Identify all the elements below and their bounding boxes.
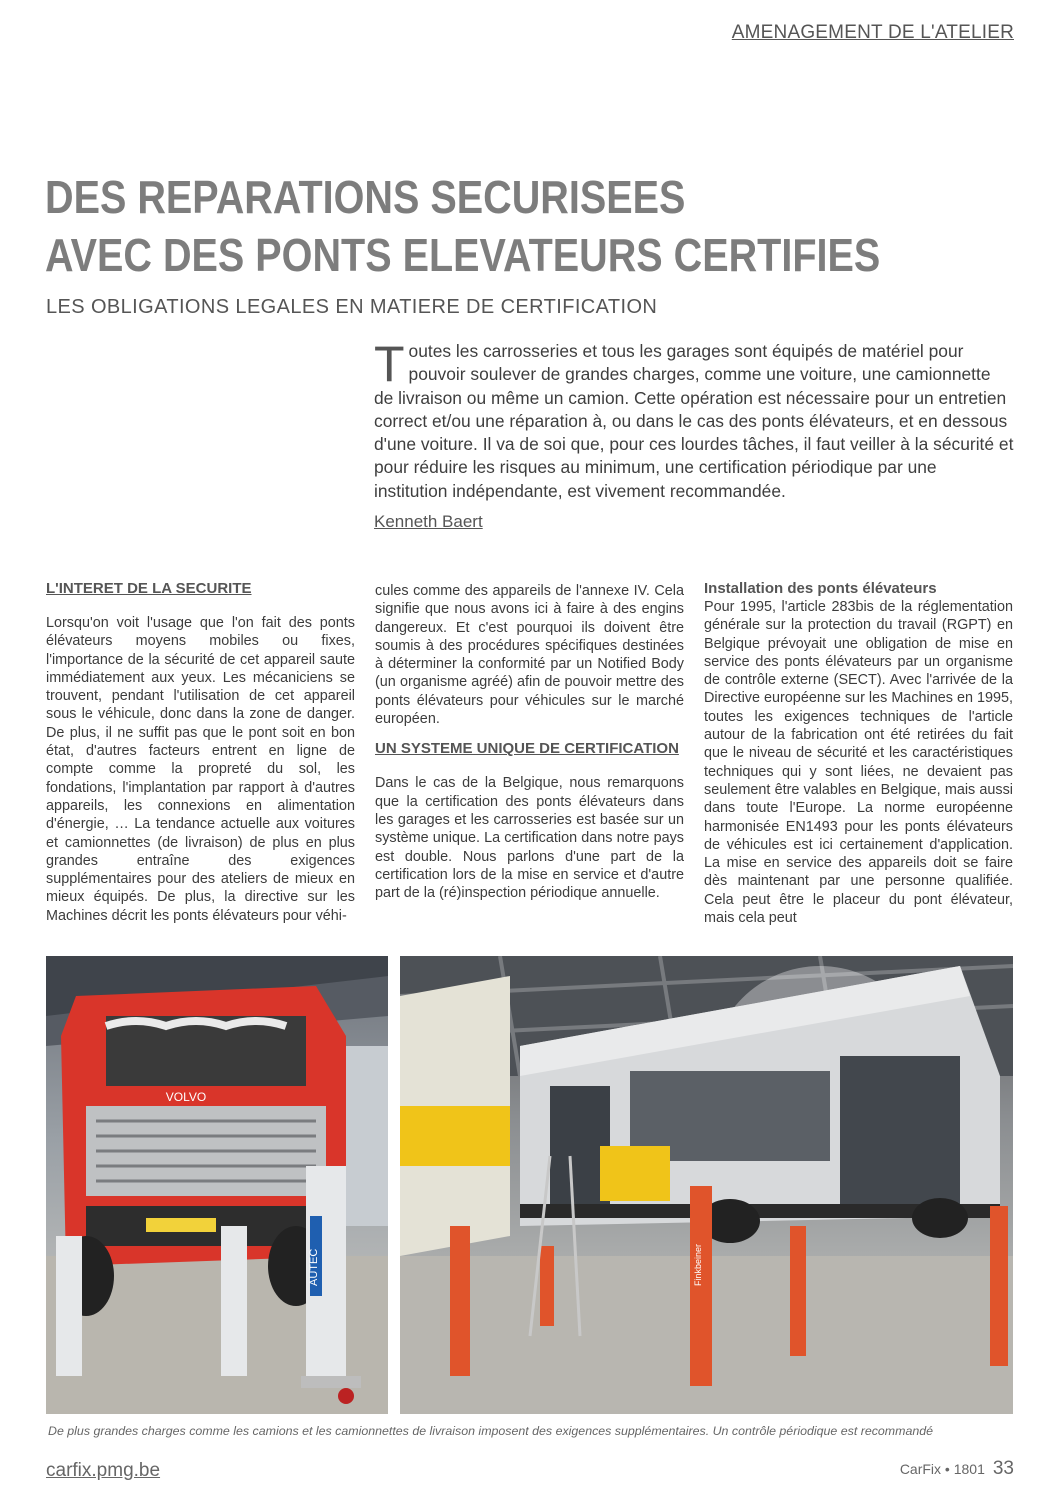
magazine-issue: CarFix • 1801 <box>899 1461 985 1477</box>
footer-website-link[interactable]: carfix.pmg.be <box>46 1460 161 1481</box>
page-number: 33 <box>992 1458 1014 1479</box>
author-link[interactable]: Kenneth Baert <box>374 512 483 531</box>
bus-illustration <box>400 956 1013 1414</box>
article-subtitle: LES OBLIGATIONS LEGALES EN MATIERE DE CERTIFICATION <box>46 296 658 318</box>
truck-illustration <box>46 956 388 1414</box>
title-line-1: DES REPARATIONS SECURISEES <box>45 171 686 223</box>
photo-caption: De plus grandes charges comme les camions et les camionnettes de livraison imposent des exigences supplémentaires. Un contrôle périodique est recommandé <box>48 1424 934 1438</box>
column-1-text: Lorsqu'on voit l'usage que l'on fait des ponts élévateurs moyens mobiles ou fixes, l'importance de la sécurité de cet appareil saute immédiatement aux yeux. Les mécaniciens se trouvent, pendant l'utilisation de cet appareil sous le véhicule, donc dans la zone de danger. De plus, il ne suffit pas que le pont soit en bon état, d'autres facteurs entrent en ligne de compte comme la propreté du sol, les fondations, l'implantation par rapport à d'autres appareils, les connexions en alimentation d'énergie, … La tendance actuelle aux voitures et camionnettes (de livraison) de plus en plus grandes entraîne des exigences supplémentaires pour des ateliers de mieux en mieux équipés. De plus, la directive sur les Machines décrit les ponts élévateurs pour véhi- <box>46 615 355 924</box>
intro-text: outes les carrosseries et tous les garages sont équipés de matériel pour pouvoir soulever de grandes charges, comme une voiture, une camionnette de livraison ou même un camion. Cette opération est nécessaire pour un entretien correct et/ou une réparation à, ou dans le cas des ponts élévateurs, et en dessous d'une voiture. Il va de soi que, pour ces lourdes tâches, il faut veiller à la sécurité et pour réduire les risques au minimum, une certification périodique par une institution indépendante, est vivement recommandée. <box>374 341 1014 501</box>
column-3-text: Pour 1995, l'article 283bis de la réglementation générale sur la protection du travail (RGPT) en Belgique prévoyait une obligation de mise en service des ponts élévateurs par un organisme de contrôle externe (SECT). Avec l'arrivée de la Directive européenne sur les Machines en 1995, toutes les exigences techniques de l'article autour de la fabrication ont été retirées du fait que le niveau de sécurité et les caractéristiques techniques qui y sont liées, ne devaient pas seulement être valables en Belgique, mais aussi dans toute l'Europe. La norme européenne harmonisée EN1493 pour les ponts élévateurs de véhicules est ici certainement d'application. La mise en service des appareils doit se faire dès maintenant par une personne qualifiée. Cela peut être le placeur du pont élévateur, mais cela peut <box>704 599 1013 927</box>
article-title <box>45 168 888 284</box>
lift-brand-text: AUTEC <box>308 1248 320 1286</box>
footer-issue <box>900 1458 1014 1480</box>
intro-paragraph <box>374 336 1014 503</box>
heading-interet-securite: L'INTERET DE LA SECURITE <box>46 580 252 597</box>
column-3 <box>704 580 1013 939</box>
drop-cap: T <box>374 336 405 392</box>
photo-bus-on-lifts <box>400 956 1013 1414</box>
section-tag: AMENAGEMENT DE L'ATELIER <box>731 22 1014 43</box>
title-line-2: AVEC DES PONTS ELEVATEURS CERTIFIES <box>45 229 881 281</box>
column-2 <box>375 582 684 914</box>
heading-installation: Installation des ponts élévateurs <box>704 580 937 597</box>
column-1 <box>46 580 355 937</box>
lift-brand-text-bus: Finkbeiner <box>693 1243 703 1286</box>
column-2-text-2: Dans le cas de la Belgique, nous remarquons que la certification des ponts élévateurs dans les garages et les carrosseries est basée sur un système unique. La certification dans notre pays est double. Nous parlons d'une part de la certification lors de la mise en service et d'autre part de la (ré)inspection périodique annuelle. <box>375 775 684 902</box>
truck-brand-text: VOLVO <box>165 1090 207 1104</box>
heading-systeme-certification: UN SYSTEME UNIQUE DE CERTIFICATION <box>375 740 679 758</box>
photo-truck-on-lifts <box>46 956 388 1414</box>
column-2-text-1: cules comme des appareils de l'annexe IV. Cela signifie que nous avons ici à faire à des engins dangereux. Et c'est pourquoi ils doivent être soumis à des procédures spécifiques destinées à déterminer la conformité par un Notified Body (un organisme agréé) afin de pouvoir mettre des ponts élévateurs pour véhicules sur le marché européen. <box>375 583 684 728</box>
